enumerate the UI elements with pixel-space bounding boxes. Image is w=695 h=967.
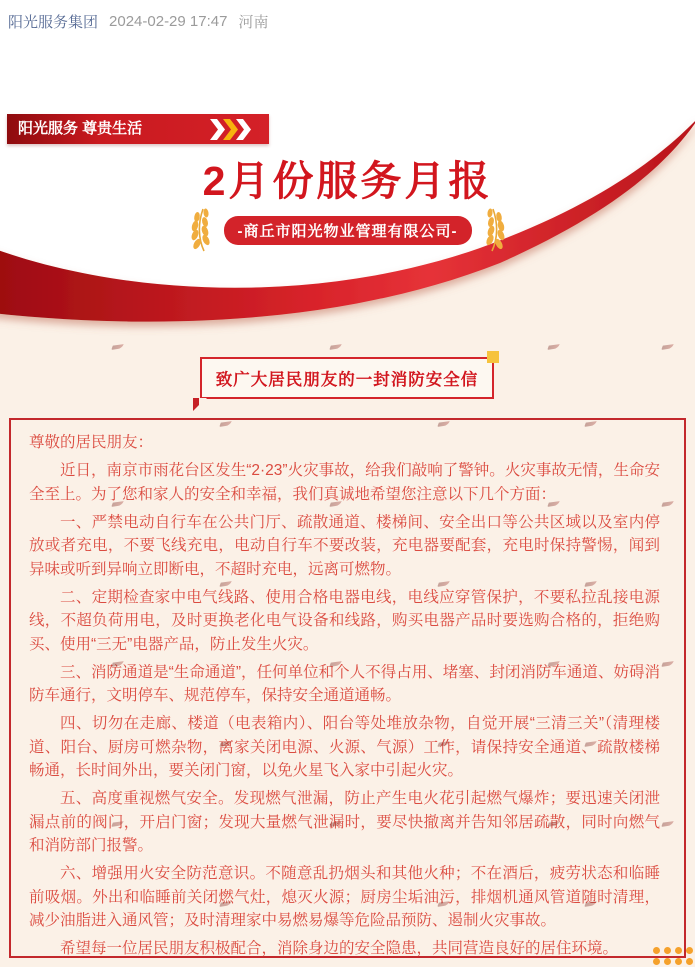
poster-title: 2月份服务月报 [202, 158, 493, 204]
letter-box [9, 418, 686, 958]
article-meta [8, 10, 687, 32]
letter-salutation: 尊敬的居民朋友： [29, 434, 154, 451]
company-row [0, 207, 695, 253]
slogan-text: 阳光服务 尊贵生活 [18, 120, 143, 137]
orange-dot [664, 958, 671, 965]
section-title-box [200, 357, 494, 399]
publish-date: 2024-02-29 17:47 [109, 12, 228, 30]
letter-paragraph: 五、高度重视燃气安全。发现燃气泄漏，防止产生电火花引起燃气爆炸；要迅速关闭泄漏点前的阀门，开启门窗；发现大量燃气泄漏时，要尽快撤离并告知邻居疏散，同时向燃气和消防部门报警。 [29, 790, 660, 854]
letter-paragraph: 三、消防通道是“生命通道”，任何单位和个人不得占用、堵塞、封闭消防车通道、妨碍消防车通行，文明停车、规范停车，保持安全通道通畅。 [29, 663, 660, 704]
letter-paragraph: 一、严禁电动自行车在公共门厅、疏散通道、楼梯间、安全出口等公共区域以及室内停放或者充电，不要飞线充电，电动自行车不要改装，充电器要配套，充电时保持警惕，闻到异味或听到异响立即断电，不超时充电，远离可燃物。 [29, 513, 660, 578]
orange-dot [686, 958, 693, 965]
letter-paragraph: 希望每一位居民朋友积极配合，消除身边的安全隐患，共同营造良好的居住环境。 [60, 940, 619, 957]
publish-location: 河南 [238, 13, 269, 31]
company-pill: -商丘市阳光物业管理有限公司- [224, 216, 472, 245]
wheat-branch-icon [483, 207, 507, 253]
orange-dot [675, 947, 682, 954]
section-title: 致广大居民朋友的一封消防安全信 [215, 371, 479, 389]
triple-chevron-right-icon [214, 119, 253, 140]
orange-dot-grid-icon [653, 947, 693, 965]
yellow-square-icon [487, 351, 499, 363]
letter-paragraph: 二、定期检查家中电气线路、使用合格电器电线，电线应穿管保护，不要私拉乱接电源线，不超负荷用电，及时更换老化电气设备和线路，购买电器产品时要选购合格的，拒绝购买、使用“三无”电器产品，防止发生火灾。 [29, 588, 660, 653]
letter-paragraph: 近日，南京市雨花台区发生“2·23”火灾事故，给我们敲响了警钟。火灾事故无情，生命安全至上。为了您和家人的安全和幸福，我们真诚地希望您注意以下几个方面： [29, 462, 660, 503]
letter-paragraph: 六、增强用火安全防范意识。不随意乱扔烟头和其他火种；不在酒后，疲劳状态和临睡前吸烟。外出和临睡前关闭燃气灶，熄灭火源；厨房尘垢油污，排烟机通风管道随时清理，减少油脂进入通风管；及时清理家中易燃易爆等危险品预防、遏制火灾事故。 [29, 865, 660, 929]
letter-paragraph: 四、切勿在走廊、楼道（电表箱内）、阳台等处堆放杂物，自觉开展“三清三关”（清理楼道、阳台、厨房可燃杂物，离家关闭电源、火源、气源）工作，请保持安全通道、疏散楼梯畅通，长时间外出，要关闭门窗，以免火星飞入家中引起火灾。 [29, 715, 660, 779]
orange-dot [664, 947, 671, 954]
orange-dot [653, 958, 660, 965]
wheat-branch-icon [189, 207, 213, 253]
orange-dot [653, 947, 660, 954]
account-name[interactable]: 阳光服务集团 [8, 13, 99, 31]
orange-dot [675, 958, 682, 965]
poster [0, 108, 695, 967]
folded-corner-notch [199, 398, 207, 406]
orange-dot [686, 947, 693, 954]
letter-body [29, 459, 660, 961]
slogan-ribbon [7, 114, 269, 144]
